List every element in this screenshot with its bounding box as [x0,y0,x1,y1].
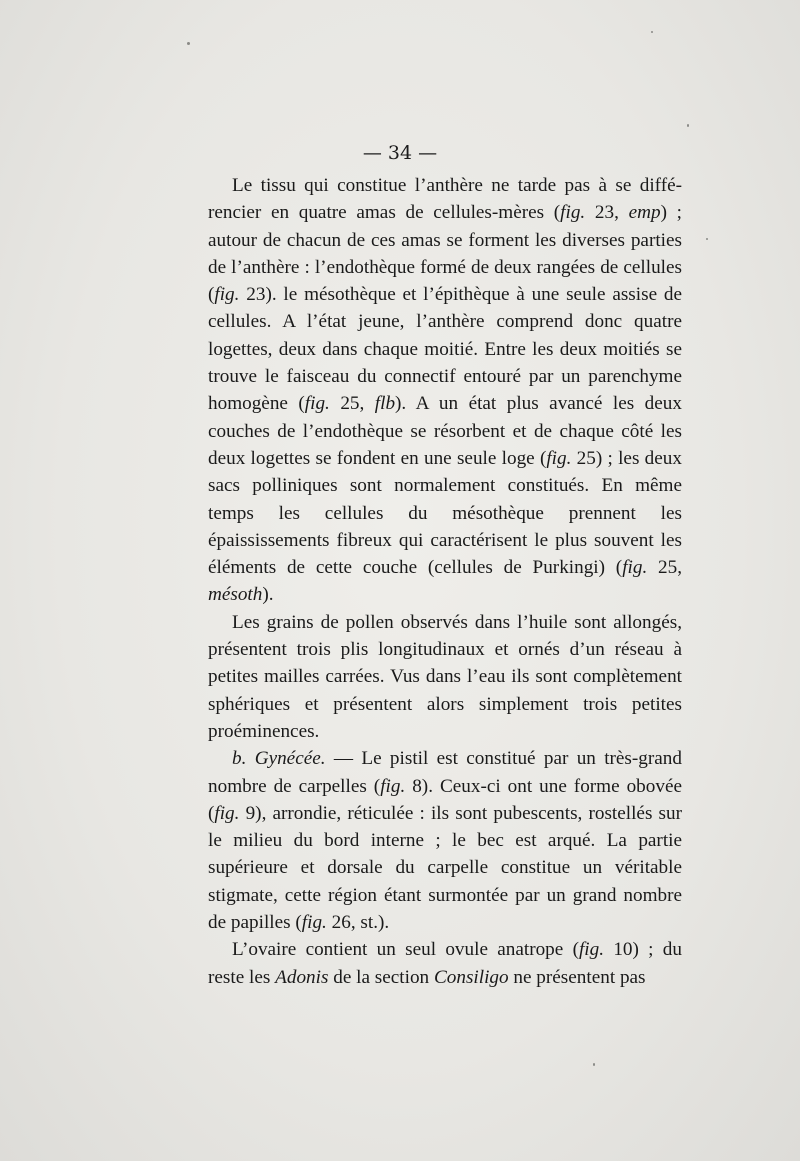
italic-run: Consiligo [433,966,509,988]
text-run: 8). Ceux-ci ont une forme obovée ( [208,775,682,824]
italic-run: fig. [304,393,330,415]
text-run: 26, st.). [326,912,390,934]
page-number: — 34 — [362,142,438,164]
text-run: ). [262,584,274,606]
text-run: 23, [585,202,629,224]
text-run: de la section [328,966,434,988]
text-run: 25) ; les deux sacs polliniques sont normalement constitués. En même temps les cellules du mésothèque prennent les épaississements fibreux qui caractérisent le plus souvent les éléments de cette couche (cellules de Purkingi) ( [208,447,682,579]
italic-run: fig. [214,802,240,824]
italic-run: emp [628,202,661,224]
text-run: 10) ; du reste les [208,939,682,988]
paper-speck [187,42,190,45]
text-run: ) ; autour de chacun de ces amas se forment les diverses parties de l’anthère : l’endothèque formé de deux rangées de cellules ( [208,202,682,306]
italic-run: fig. [301,912,327,934]
paper-speck [687,124,689,127]
italic-run: fig. [560,202,586,224]
italic-run: fig. [622,557,648,579]
body-text [208,172,682,991]
italic-run: mésoth [208,584,263,606]
italic-run: b. Gynécée. [232,748,326,770]
text-run: Les grains de pollen observés dans l’huile sont allongés, présentent trois plis longitudinaux et ornés d’un réseau à petites mailles carrées. Vus dans l’eau ils sont complètement sphériques et présentent alors simplement trois petites proéminences. [208,611,682,742]
text-run: Le tissu qui constitue l’anthère ne tarde pas à se différencier en quatre amas de cellules-mères ( [208,175,682,224]
text-run: ne présentent pas [508,966,646,988]
paper-speck [593,1063,595,1066]
italic-run: flb [374,393,396,415]
paragraph [208,936,682,991]
italic-run: fig. [214,284,240,306]
paragraph [208,745,682,936]
paper-speck [651,31,653,33]
text-run: 25, [329,393,375,415]
paragraph [208,609,682,745]
italic-run: fig. [546,447,572,469]
italic-run: fig. [578,939,605,961]
paragraph [208,172,682,609]
text-run: ). A un état plus avancé les deux couches de l’endothèque se résorbent et de chaque côté les deux logettes se fondent en une seule loge ( [208,393,682,469]
text-run: 23). le mésothèque et l’épithèque à une seule assise de cellules. A l’état jeune, l’anthère comprend donc quatre logettes, deux dans chaque moitié. Entre les deux moitiés se trouve le faisceau du connectif entouré par un parenchyme homogène ( [208,284,682,415]
text-run: — Le pistil est constitué par un très-grand nombre de carpelles ( [208,748,682,797]
italic-run: Adonis [275,966,329,988]
text-run: 9), arrondie, réticulée : ils sont pubescents, rostellés sur le milieu du bord interne ; le bec est arqué. La partie supérieure et dorsale du carpelle constitue un véritable stigmate, cette région étant surmontée par un grand nombre de papilles ( [208,802,682,934]
paper-speck [706,238,708,240]
italic-run: fig. [380,775,406,797]
text-run: L’ovaire contient un seul ovule anatrope ( [232,939,579,961]
text-run: 25, [647,557,682,579]
